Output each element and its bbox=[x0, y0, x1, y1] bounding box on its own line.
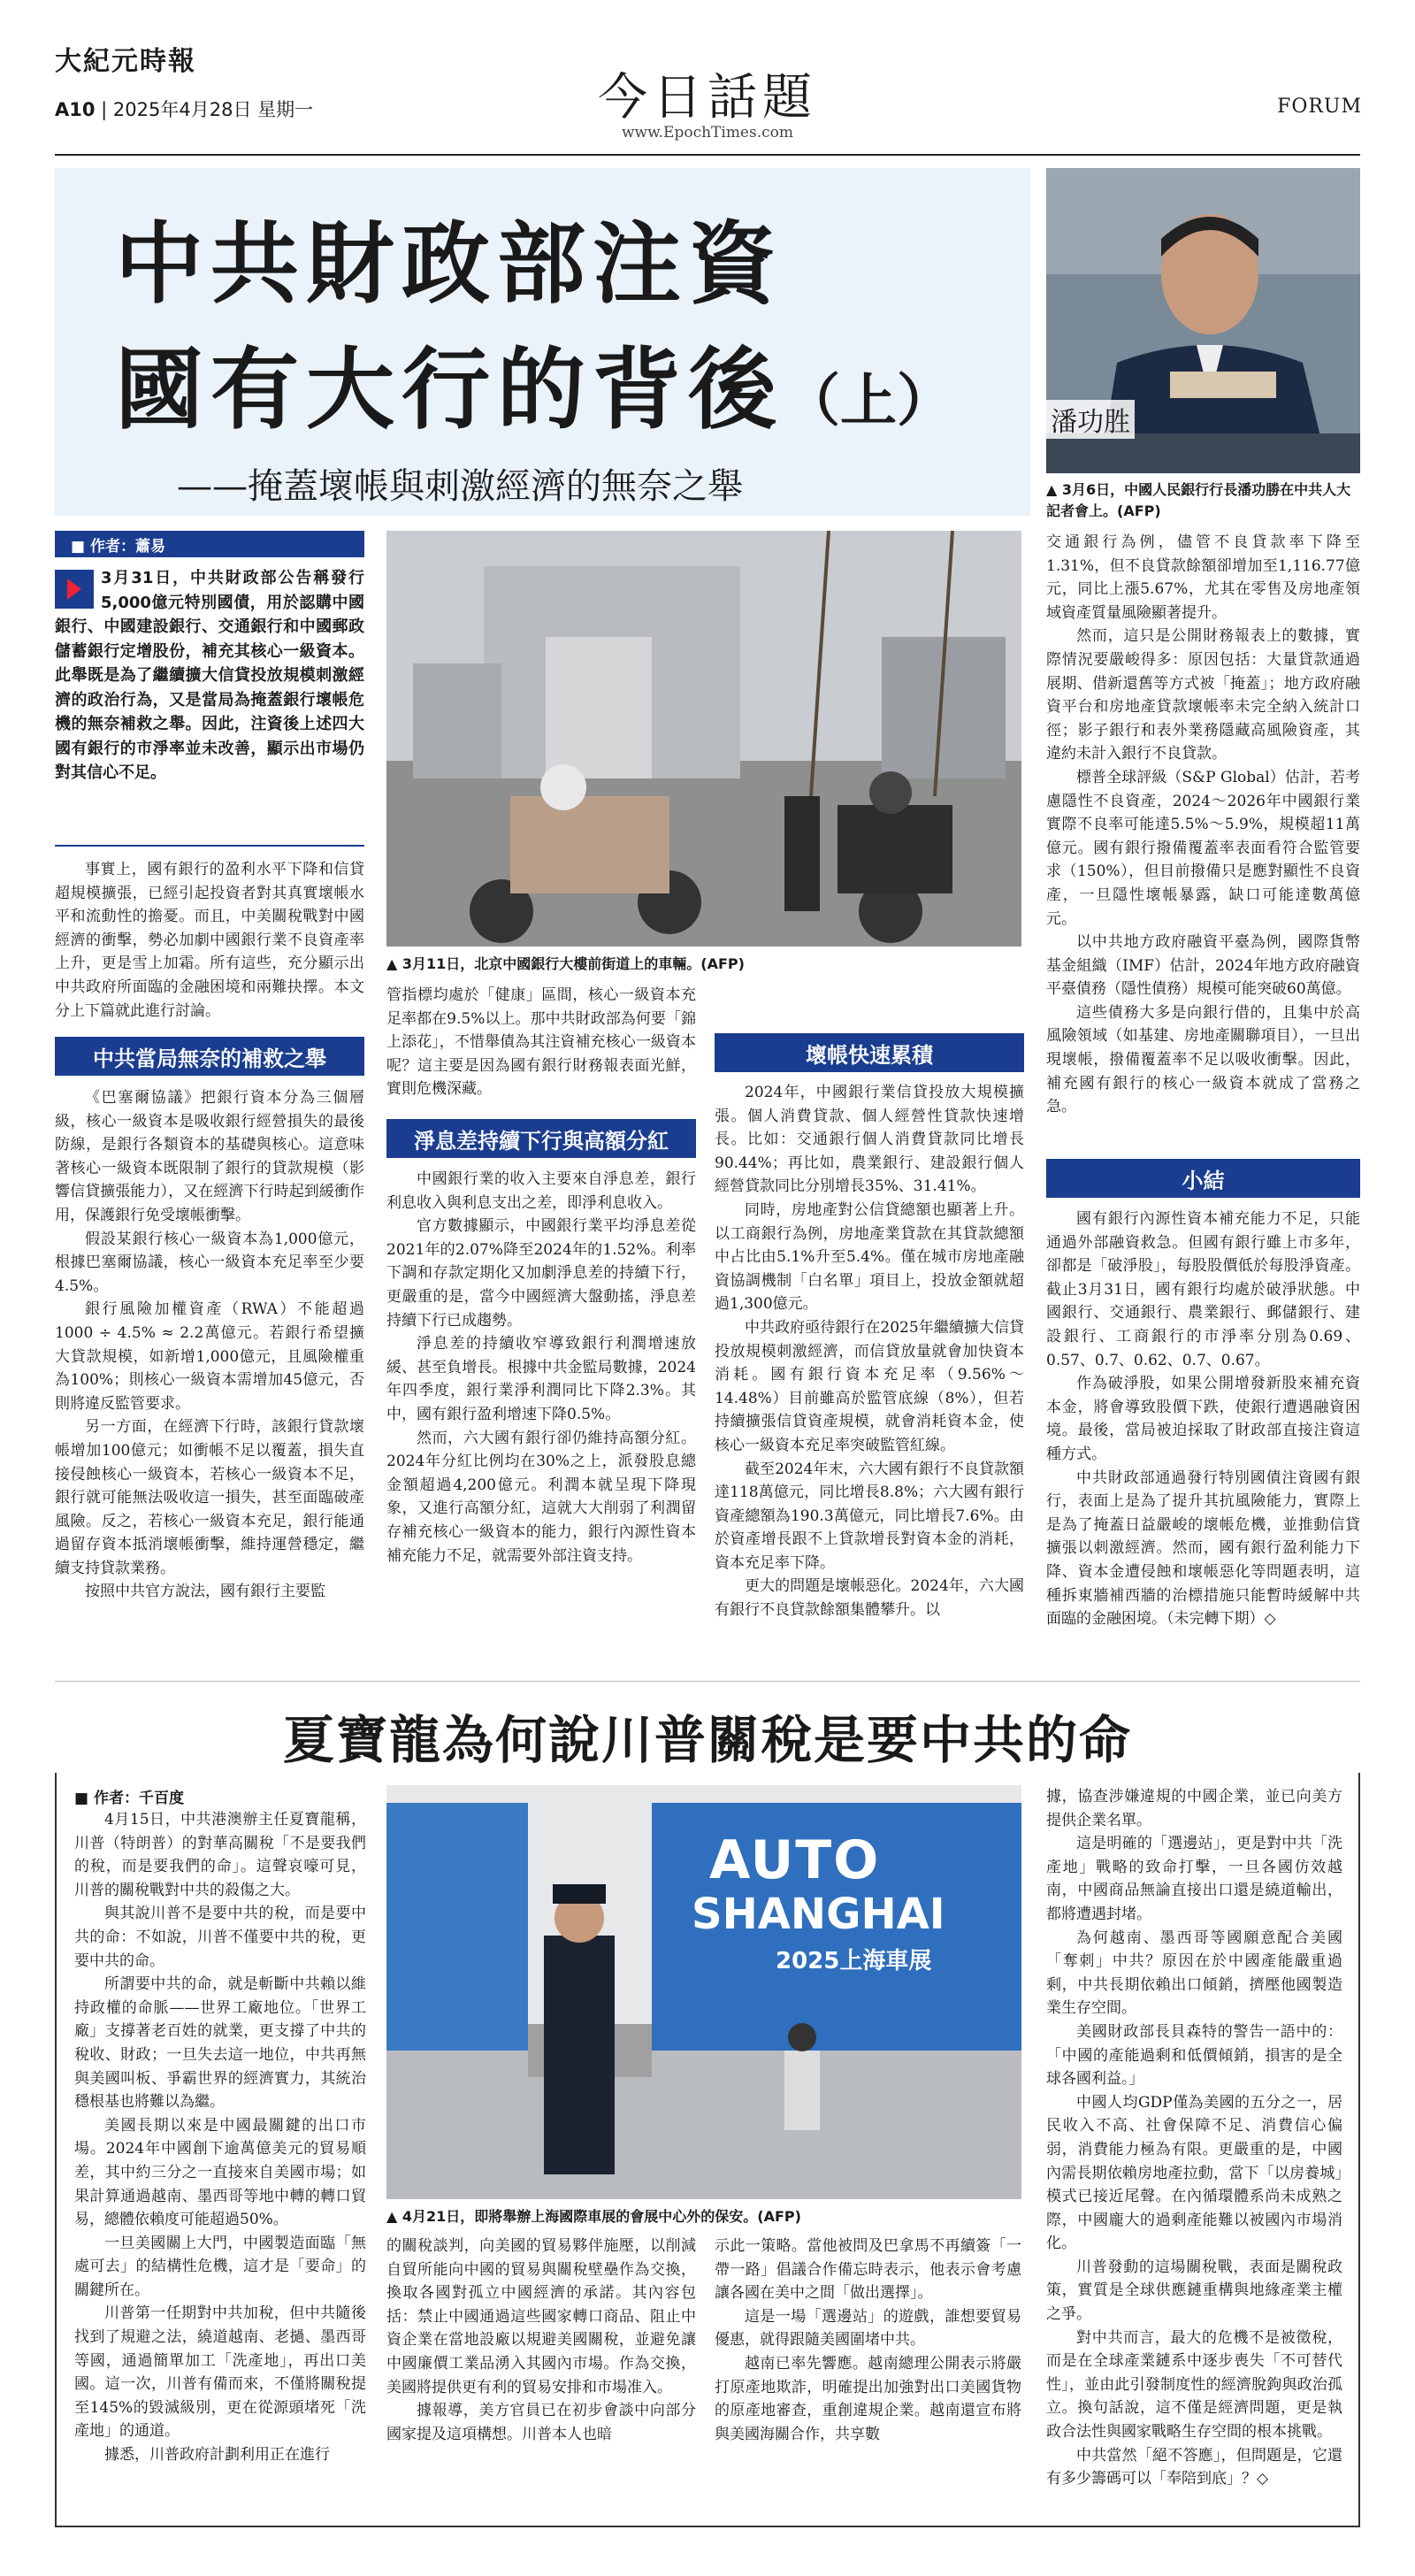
sign-auto: AUTO bbox=[709, 1829, 881, 1891]
article1-col1-intro: 事實上，國有銀行的盈利水平下降和信貸超規模擴張，已經引起投資者對其真實壞帳水平和流動性的擔憂。而且，中美關稅戰對中國經濟的衝擊，勢必加劇中國銀行業不良資產率上升，更是雪上加霜。所有這些，充分顯示出中共政府所面臨的金融困境和兩難抉擇。本文分上下篇就此進行討論。 bbox=[55, 861, 364, 1020]
date-text: 2025年4月28日 星期一 bbox=[112, 99, 314, 120]
article2-headline: 夏寶龍為何說川普關稅是要中共的命 bbox=[55, 1698, 1360, 1773]
article1-col3-body: 2024年，中國銀行業信貸投放大規模擴張。個人消費貸款、個人經營性貸款快速增長。比如：交通銀行個人消費貸款同比增長90.44%；再比如，農業銀行、建設銀行個人經營貸款同比分別增長35%、31.41%。 同時，房地產對公信貸總額也顯著上升。以工商銀行為例，房地產業貸款在其貸款總額中占比由5.1%升至5.4%。僅在城市房地產融資協調機制「白名單」項目上，投放金額就超過1,300億元。 中共政府亟待銀行在2025年繼續擴大信貸投放規模刺激經濟，而信貸放量就會加快資本消耗。國有銀行資本充足率（9.56%～14.48%）目前雖高於監管底線（8%），但若持續擴張信貸資產規模，就會消耗資本金，使核心一級資本充足率突破監管紅線。 截至2024年末，六大國有銀行不良貸款額達118萬億元，同比增長8.8%；六大國有銀行資產總額為190.3萬億元，同比增長7.6%。由於資產增長跟不上貸款增長對資本金的消耗，資本充足率下降。 更大的問題是壞帳惡化。2024年，六大國有銀行不良貸款餘額集體攀升。以 bbox=[715, 1084, 1024, 1620]
portrait-caption: ▲ 3月6日，中國人民銀行行長潘功勝在中共人大記者會上。(AFP) bbox=[1046, 481, 1351, 519]
bank-photo-caption: ▲ 3月11日，北京中國銀行大樓前街道上的車輛。(AFP) bbox=[386, 955, 745, 972]
lead-paragraph: 3月31日，中共財政部公告稱發行5,000億元特別國債，用於認購中國銀行、中國建設銀行、交通銀行和中國郵政儲蓄銀行定增股份，補充其核心一級資本。此舉既是為了繼續擴大信貸投放規模刺激經濟的政治行為，又是當局為掩蓋銀行壞帳危機的無奈補救之舉。因此，注資後上述四大國有銀行的市淨率並未改善，顯示出市場仍對其信心不足。 bbox=[55, 569, 364, 782]
article2-col3: 示此一策略。當他被問及巴拿馬不再續簽「一帶一路」倡議合作備忘時表示，他表示會考慮讓各國在美中之間「做出選擇」。 這是一場「選邊站」的遊戲，誰想要貿易優惠，就得跟隨美國圍堵中共。 越南已率先響應。越南總理公開表示將嚴打原產地欺詐，明確提出加強對出口美國貨物的原產地審查，重創違規企業。越南還宣布將與美國海關合作，共享數 bbox=[715, 2237, 1021, 2443]
page-number: A10 bbox=[55, 99, 96, 120]
newspaper-logo: 大紀元時報 bbox=[55, 46, 196, 77]
section-title: 今日話題 bbox=[598, 69, 817, 126]
article1-col1-body: 《巴塞爾協議》把銀行資本分為三個層級，核心一級資本是吸收銀行經營損失的最後防線，是銀行各類資本的基礎與核心。這意味著核心一級資本既限制了銀行的貸款規模（影響信貸擴張能力），又在經濟下行時起到緩衝作用，保護銀行免受壞帳衝擊。 假設某銀行核心一級資本為1,000億元，根據巴塞爾協議，核心一級資本充足率至少要4.5%。 銀行風險加權資產（RWA）不能超過1000 ÷ 4.5% ≈ 2.2萬億元。若銀行希望擴大貸款規模，如新增1,000億元，且風險權重為100%；則核心一級資本需增加45億元，否則將違反監管要求。 另一方面，在經濟下行時，該銀行貸款壞帳增加100億元；如衝帳不足以覆蓋，損失直接侵蝕核心一級資本，若核心一級資本不足，銀行就可能無法吸收這一損失，甚至面臨破產風險。反之，若核心一級資本充足，銀行能通過留存資本抵消壞帳衝擊，維持運營穩定，繼續支持貸款業務。 按照中共官方說法，國有銀行主要監 bbox=[55, 1089, 364, 1601]
section-heading-4: 小結 bbox=[1046, 1159, 1360, 1198]
name-tag: 潘功胜 bbox=[1046, 400, 1135, 439]
sign-shanghai: SHANGHAI bbox=[692, 1890, 945, 1939]
bank-street-photo bbox=[386, 531, 1021, 947]
section-label: FORUM bbox=[1277, 96, 1362, 118]
headline-line-1: 中共財政部注資 bbox=[115, 211, 784, 316]
issue-date: A10 | 2025年4月28日 星期一 bbox=[55, 99, 314, 120]
sign-event: 2025上海車展 bbox=[776, 1948, 932, 1974]
headline-subtitle: ——掩蓋壞帳與刺激經濟的無奈之舉 bbox=[177, 466, 743, 507]
header-rule bbox=[55, 154, 1360, 156]
author-byline: ■ 作者：蕭易 bbox=[55, 531, 364, 557]
section-heading-3: 壞帳快速累積 bbox=[715, 1033, 1024, 1072]
section-heading-1: 中共當局無奈的補救之舉 bbox=[55, 1037, 364, 1076]
article2-col4: 據，協查涉嫌違規的中國企業，並已向美方提供企業名單。 這是明確的「選邊站」，更是對中共「洗產地」戰略的致命打擊，一旦各國仿效越南，中國商品無論直接出口還是繞道輸出，都將遭遇封堵。 為何越南、墨西哥等國願意配合美國「奪刺」中共？原因在於中國產能嚴重過剩，中共長期依賴出口傾銷，擠壓他國製造業生存空間。 美國財政部長貝森特的警告一語中的：「中國的產能過剩和低價傾銷，損害的是全球各國利益。」 中國人均GDP僅為美國的五分之一，居民收入不高、社會保障不足、消費信心偏弱，消費能力極為有限。更嚴重的是，中國內需長期依賴房地產拉動，當下「以房養城」模式已接近尾聲。在內循環體系尚未成熟之際，中國龐大的過剩產能難以被國內市場消化。 川普發動的這場關稅戰，表面是關稅政策，實質是全球供應鏈重構與地緣產業主權之爭。 對中共而言，最大的危機不是被徵稅，而是在全球產業鏈系中逐步喪失「不可替代性」，並由此引發制度性的經濟脫鉤與政治孤立。換句話說，這不僅是經濟問題，更是執政合法性與國家戰略生存空間的根本挑戰。 中共當然「絕不答應」，但問題是，它還有多少籌碼可以「奉陪到底」？◇ bbox=[1046, 1788, 1342, 2488]
site-url[interactable]: www.EpochTimes.com bbox=[622, 124, 793, 142]
article2-col2: 的關稅談判，向美國的貿易夥伴施壓，以削減自貿所能向中國的貿易與關稅壁壘作為交換，換取各國對孤立中國經濟的承諾。其內容包括：禁止中國通過這些國家轉口商品、阻止中資企業在當地設廠以規避美國關稅，並避免讓中國廉價工業品湧入其國內市場。作為交換，美國將提供更有利的貿易安排和市場准入。 據報導，美方官員已在初步會談中向部分國家提及這項構想。川普本人也暗 bbox=[386, 2237, 696, 2443]
lead-rule bbox=[55, 845, 364, 847]
auto-photo-caption: ▲ 4月21日，即將舉辦上海國際車展的會展中心外的保安。(AFP) bbox=[386, 2208, 801, 2225]
article1-col4-body: 國有銀行內源性資本補充能力不足，只能通過外部融資救急。但國有銀行雖上市多年，卻都是「破淨股」，每股股價低於每股淨資產。截止3月31日，國有銀行均處於破淨狀態。中國銀行、交通銀行、農業銀行、郵儲銀行、建設銀行、工商銀行的市淨率分別為0.69、0.57、0.7、0.62、0.7、0.67。 作為破淨股，如果公開增發新股來補充資本金，將會導致股價下跌，使銀行遭遇融資困境。最後，當局被迫採取了財政部直接注資這種方式。 中共財政部通過發行特別國債注資國有銀行，表面上是為了提升其抗風險能力，實際上是為了掩蓋日益嚴峻的壞帳危機，並推動信貸擴張以刺激經濟。然而，國有銀行盈利能力下降、資本金遭侵蝕和壞帳惡化等問題表明，這種拆東牆補西牆的治標措施只能暫時緩解中共面臨的金融困境。（未完轉下期）◇ bbox=[1046, 1210, 1360, 1629]
article2-byline: ■ 作者：千百度 bbox=[74, 1790, 184, 1807]
article2-col1: 4月15日，中共港澳辦主任夏寶龍稱，川普（特朗普）的對華高關稅「不是要我們的稅，而是要我們的命」。這聲哀嚎可見，川普的關稅戰對中共的殺傷之大。 與其說川普不是要中共的稅，而是要中共的命：不如說，川普不僅要中共的稅，更要中共的命。 所謂要中共的命，就是斬斷中共賴以維持政權的命脈——世界工廠地位。「世界工廠」支撐著老百姓的就業，更支撐了中共的稅收、財政；一旦失去這一地位，中共再無與美國叫板、爭霸世界的經濟實力，其統治穩根基也將難以為繼。 美國長期以來是中國最關鍵的出口市場。2024年中國創下逾萬億美元的貿易順差，其中約三分之一直接來自美國市場；如果計算通過越南、墨西哥等地中轉的轉口貿易，總體依賴度可能超過50%。 一旦美國關上大門，中國製造面臨「無處可去」的結構性危機，這才是「要命」的關鍵所在。 川普第一任期對中共加稅，但中共隨後找到了規避之法，繞道越南、老撾、墨西哥等國，通過簡單加工「洗產地」，再出口美國。這一次，川普有備而來，不僅將關稅提至145%的毀滅級別，更在從源頭堵死「洗產地」的通道。 據悉，川普政府計劃利用正在進行 bbox=[74, 1811, 366, 2465]
auto-show-photo bbox=[386, 1785, 1021, 2199]
article-divider bbox=[55, 1681, 1360, 1682]
headline-line-2: 國有大行的背後（上） bbox=[115, 337, 953, 441]
arrow-icon bbox=[55, 570, 94, 609]
headline-part: （上） bbox=[784, 368, 953, 434]
article1-col2-body: 中國銀行業的收入主要來自淨息差，銀行利息收入與利息支出之差，即淨利息收入。 官方數據顯示，中國銀行業平均淨息差從2021年的2.07%降至2024年的1.52%。利率下調和存款定期化又加劇淨息差的持續下行，更嚴重的是，當今中國經濟大盤動搖，淨息差持續下行已成趨勢。 淨息差的持續收窄導致銀行利潤增速放緩、甚至負增長。根據中共金監局數據，2024年四季度，銀行業淨利潤同比下降2.3%。其中，國有銀行盈利增速下降0.5%。 然而，六大國有銀行卻仍維持高額分紅。2024年分紅比例均在30%之上，派發股息總金額超過4,200億元。利潤本就呈現下降現象，又進行高額分紅，這就大大削弱了利潤留存補充核心一級資本的能力，銀行內源性資本補充能力不足，就需要外部注資支持。 bbox=[386, 1170, 696, 1565]
article1-col2-top: 管指標均處於「健康」區間，核心一級資本充足率都在9.5%以上。那中共財政部為何要「錦上添花」，不惜舉債為其注資補充核心一級資本呢？這主要是因為國有銀行財務報表面光鮮，實則危機深藏。 bbox=[386, 986, 696, 1099]
section-heading-2: 淨息差持續下行與高額分紅 bbox=[386, 1119, 696, 1158]
article1-col4-top: 交通銀行為例，儘管不良貸款率下降至1.31%，但不良貸款餘額卻增加至1,116.77億元，同比上漲5.67%，尤其在零售及房地產領域資產質量風險顯著提升。 然而，這只是公開財務報表上的數據，實際情況要嚴峻得多：原因包括：大量貸款通過展期、借新還舊等方式被「掩蓋」；地方政府融資平台和房地產貸款壞帳率未完全納入統計口徑；影子銀行和表外業務隱藏高風險資產，其違約未計入銀行不良貸款。 標普全球評級（S&P Global）估計，若考慮隱性不良資產，2024～2026年中國銀行業實際不良率可能達5.5%～5.9%，規模超11萬億元。國有銀行撥備覆蓋率表面看符合監管要求（150%），但目前撥備只是應對顯性不良資產，一旦隱性壞帳暴露，缺口可能達數萬億元。 以中共地方政府融資平臺為例，國際貨幣基金組織（IMF）估計，2024年地方政府融資平臺債務（隱性債務）規模可能突破60萬億。 這些債務大多是向銀行借的，且集中於高風險領域（如基建、房地產關聯項目），一旦出現壞帳，撥備覆蓋率不足以吸收衝擊。因此，補充國有銀行的核心一級資本就成了當務之急。 bbox=[1046, 533, 1360, 1116]
